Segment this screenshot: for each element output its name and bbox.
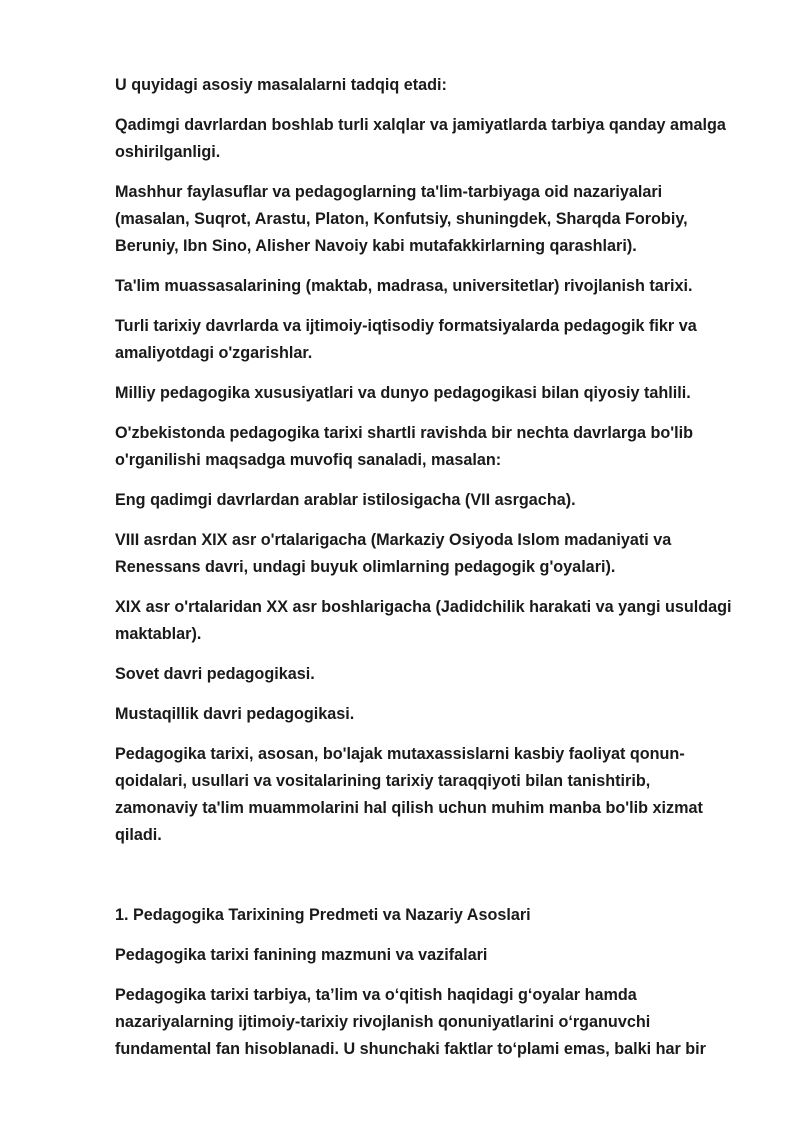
paragraph-body: Pedagogika tarixi tarbiya, ta’lim va o‘qitish haqidagi g‘oyalar hamda nazariyalarning ijtimoiy-tarixiy rivojlanish qonuniyatlarini o‘rganuvchi fundamental fan hisoblanadi. U shunchaki faktlar to‘plami emas, balki har bir [115, 986, 706, 1058]
paragraph-uzbekistan-periods: O'zbekistonda pedagogika tarixi shartli ravishda bir nechta davrlarga bo'lib o'rganilishi maqsadga muvofiq sanaladi, masalan: [115, 424, 694, 469]
paragraph-philosophers: Mashhur faylasuflar va pedagoglarning ta'lim-tarbiyaga oid nazariyalari (masalan, Suqrot, Arastu, Platon, Konfutsiy, shuningdek, Sharqda Forobiy, Beruniy, Ibn Sino, Alisher Navoiy kabi mutafakkirlarning qarashlari). [115, 183, 688, 255]
document-body [115, 72, 735, 1076]
paragraph-period-jadid: XIX asr o'rtalaridan XX asr boshlarigacha (Jadidchilik harakati va yangi usuldagi maktablar). [115, 598, 732, 643]
paragraph-historical-periods: Turli tarixiy davrlarda va ijtimoiy-iqtisodiy formatsiyalarda pedagogik fikr va amaliyotdagi o'zgarishlar. [115, 317, 697, 362]
paragraph-ancient-upbringing: Qadimgi davrlardan boshlab turli xalqlar va jamiyatlarda tarbiya qanday amalga oshirilganligi. [115, 116, 726, 161]
paragraph-period-soviet: Sovet davri pedagogikasi. [115, 665, 315, 683]
section-spacer [115, 862, 735, 902]
paragraph-institutions: Ta'lim muassasalarining (maktab, madrasa, universitetlar) rivojlanish tarixi. [115, 277, 693, 295]
paragraph-period-independence: Mustaqillik davri pedagogikasi. [115, 705, 355, 723]
section-heading: 1. Pedagogika Tarixining Predmeti va Nazariy Asoslari [115, 906, 531, 924]
paragraph-national-pedagogy: Milliy pedagogika xususiyatlari va dunyo pedagogikasi bilan qiyosiy tahlili. [115, 384, 691, 402]
subsection-heading: Pedagogika tarixi fanining mazmuni va vazifalari [115, 946, 488, 964]
paragraph-period-ancient: Eng qadimgi davrlardan arablar istilosigacha (VII asrgacha). [115, 491, 576, 509]
paragraph-period-renaissance: VIII asrdan XIX asr o'rtalarigacha (Markaziy Osiyoda Islom madaniyati va Renessans davri, undagi buyuk olimlarning pedagogik g'oyalari). [115, 531, 672, 576]
paragraph-summary: Pedagogika tarixi, asosan, bo'lajak mutaxassislarni kasbiy faoliyat qonun-qoidalari, usullari va vositalarining tarixiy taraqqiyoti bilan tanishtirib, zamonaviy ta'lim muammolarini hal qilish uchun muhim manba bo'lib xizmat qiladi. [115, 745, 703, 844]
paragraph-intro: U quyidagi asosiy masalalarni tadqiq etadi: [115, 76, 447, 94]
